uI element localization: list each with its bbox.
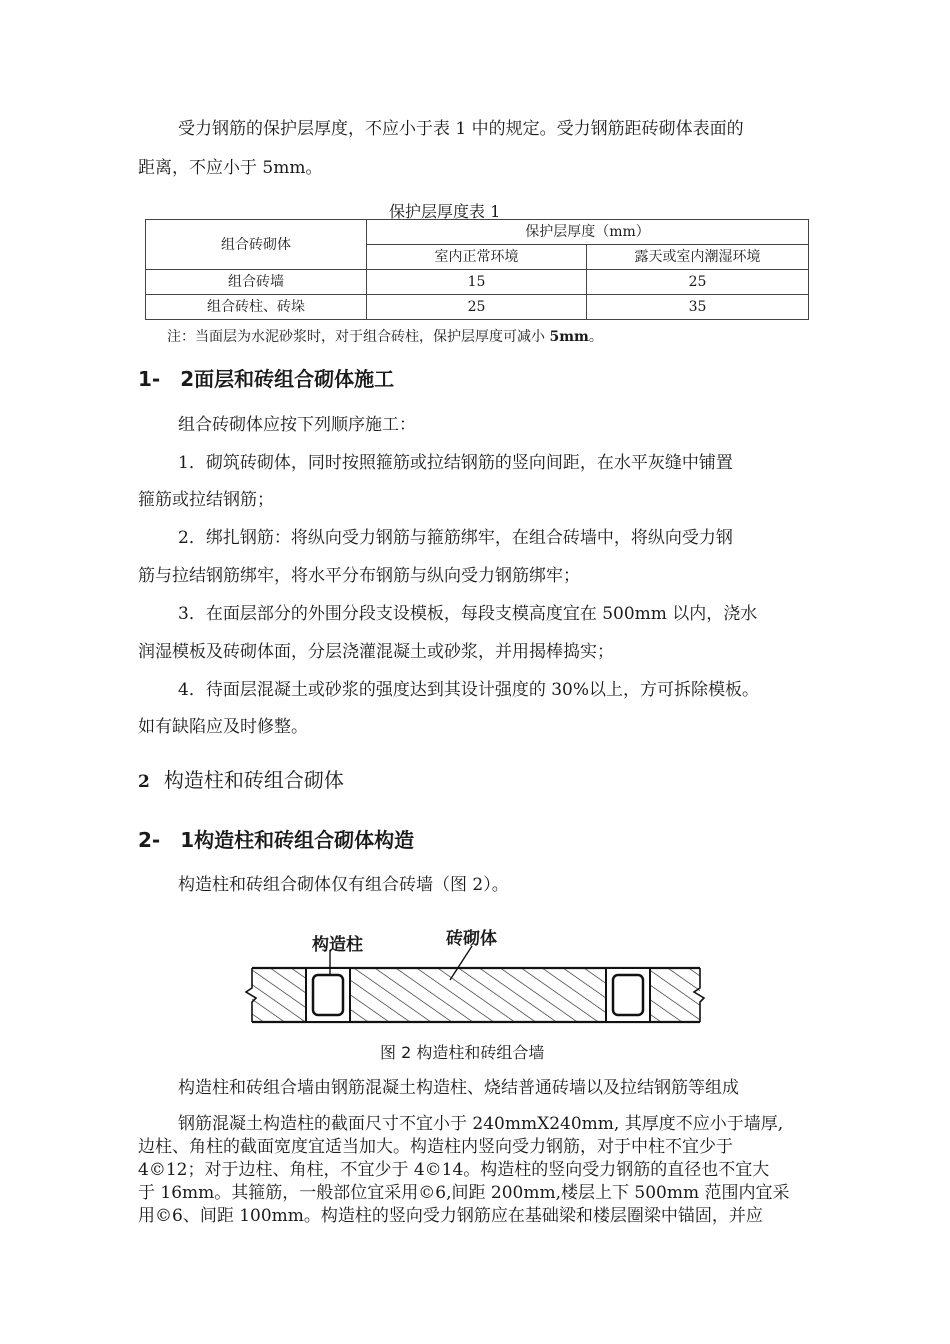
cover-thickness-table [145, 219, 809, 320]
figure-2 [240, 918, 720, 1037]
table-caption-suffix: 表 1 [469, 202, 501, 221]
table-note-suffix: 。 [588, 329, 603, 345]
body-para-2-line-2: 边柱、角柱的截面宽度宜适当加大。构造柱内竖向受力钢筋，对于中柱不宜少于 [138, 1137, 733, 1157]
table-cell-value: 15 [367, 270, 587, 295]
body-para-2-line-5: 用©6、间距 100mm。构造柱的竖向受力钢筋应在基础梁和楼层圈梁中锚固，并应 [138, 1206, 763, 1226]
step-1-line-2: 箍筋或拉结钢筋； [138, 490, 274, 510]
table-header-row-label: 组合砖砌体 [146, 220, 367, 270]
section-1-2-intro: 组合砖砌体应按下列顺序施工： [178, 415, 416, 435]
body-para-2-line-4: 于 16mm。其箍筋，一般部位宜采用©6,间距 200mm,楼层上下 500mm 范围内宜采 [138, 1183, 790, 1203]
table-header-indoor: 室内正常环境 [367, 245, 587, 270]
intro-line-1: 受力钢筋的保护层厚度，不应小于表 1 中的规定。受力钢筋距砖砌体表面的 [178, 119, 744, 139]
section-2-title: 构造柱和砖组合砌体 [163, 768, 344, 792]
table-cell-label: 组合砖墙 [146, 270, 367, 295]
step-3-line-2: 润湿模板及砖砌体面，分层浇灌混凝土或砂浆，并用揭棒捣实； [138, 642, 614, 662]
table-row [146, 270, 809, 295]
section-2-1-number: 2- 1 [138, 828, 195, 852]
table-header-outdoor: 露天或室内潮湿环境 [587, 245, 809, 270]
step-4-line-1: 4．待面层混凝土或砂浆的强度达到其设计强度的 30%以上，方可拆除模板。 [178, 680, 760, 700]
table-caption-prefix: 保护层厚度 [389, 202, 470, 221]
section-1-2-heading [138, 366, 394, 392]
body-para-1: 构造柱和砖组合墙由钢筋混凝土构造柱、烧结普通砖墙以及拉结钢筋等组成 [178, 1078, 739, 1098]
step-2-line-2: 筋与拉结钢筋绑牢，将水平分布钢筋与纵向受力钢筋绑牢； [138, 566, 580, 586]
section-2-heading [138, 767, 344, 795]
body-para-2-line-3: 4©12；对于边柱、角柱，不宜少于 4©14。构造柱的竖向受力钢筋的直径也不宜大 [138, 1160, 770, 1180]
section-2-number: 2 [138, 772, 150, 792]
table-note-bold: 5mm [549, 329, 589, 345]
section-2-1-intro: 构造柱和砖组合砌体仅有组合砖墙（图 2）。 [178, 875, 509, 895]
section-2-1-heading [138, 827, 414, 853]
intro-line-2: 距离，不应小于 5mm。 [138, 158, 323, 178]
section-2-1-title: 构造柱和砖组合砌体构造 [194, 828, 415, 852]
table-cell-value: 25 [367, 295, 587, 320]
table-cell-label: 组合砖柱、砖垛 [146, 295, 367, 320]
body-para-2-line-1: 钢筋混凝土构造柱的截面尺寸不宜小于 240mmX240mm, 其厚度不应小于墙厚, [178, 1114, 784, 1134]
step-1-line-1: 1．砌筑砖砌体，同时按照箍筋或拉结钢筋的竖向间距，在水平灰缝中铺置 [178, 453, 733, 473]
step-2-line-1: 2．绑扎钢筋：将纵向受力钢筋与箍筋绑牢，在组合砖墙中，将纵向受力钢 [178, 528, 733, 548]
figure-label-column: 构造柱 [312, 935, 363, 955]
table-cell-value: 35 [587, 295, 809, 320]
section-1-2-number: 1- 2 [138, 367, 195, 391]
table-row [146, 295, 809, 320]
step-3-line-1: 3．在面层部分的外围分段支设模板，每段支模高度宜在 500mm 以内，浇水 [178, 604, 758, 624]
table-cell-value: 25 [587, 270, 809, 295]
figure-2-caption: 图 2 构造柱和砖组合墙 [380, 1043, 545, 1062]
table-header-group: 保护层厚度（mm） [367, 220, 809, 245]
figure-label-masonry: 砖砌体 [446, 929, 497, 949]
step-4-line-2: 如有缺陷应及时修整。 [138, 717, 308, 737]
table-note-prefix: 注：当面层为水泥砂浆时，对于组合砖柱，保护层厚度可减小 [167, 329, 550, 345]
table-note [167, 326, 603, 346]
section-1-2-title: 面层和砖组合砌体施工 [194, 367, 395, 391]
